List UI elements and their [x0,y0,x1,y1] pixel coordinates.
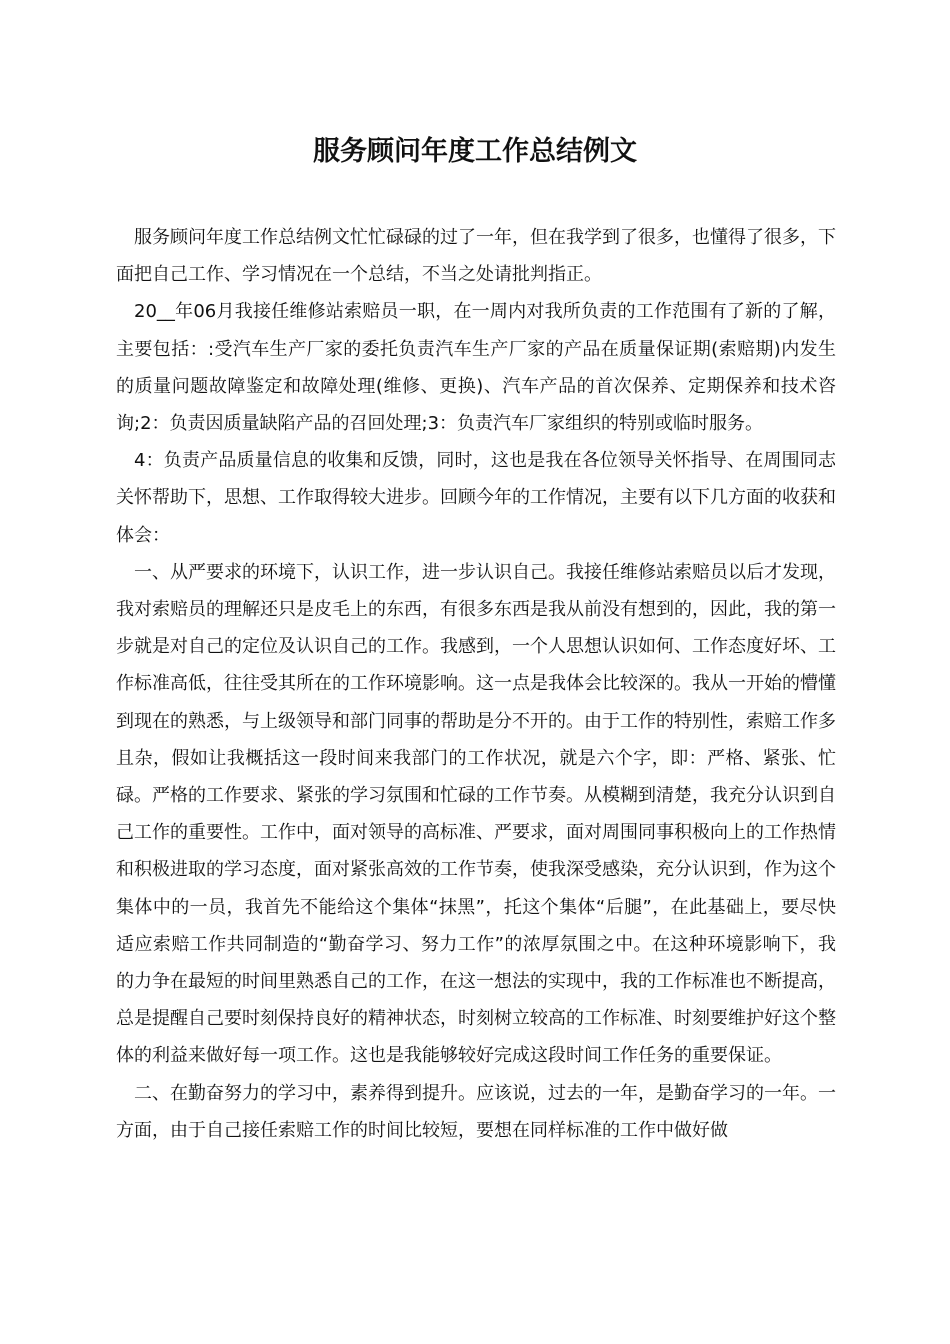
document-title: 服务顾问年度工作总结例文 [313,136,637,167]
paragraph-feedback: 4：负责产品质量信息的收集和反馈，同时，这也是我在各位领导关怀指导、在周围同志关怀帮助下，思想、工作取得较大进步。回顾今年的工作情况，主要有以下几方面的收获和体会： [116,450,836,546]
paragraph-section-two: 二、在勤奋努力的学习中，素养得到提升。应该说，过去的一年，是勤奋学习的一年。一方面，由于自己接任索赔工作的时间比较短，要想在同样标准的工作中做好做 [116,1082,836,1141]
paragraph-job-scope: 20__年06月我接任维修站索赔员一职，在一周内对我所负责的工作范围有了新的了解，主要包括：:受汽车生产厂家的委托负责汽车生产厂家的产品在质量保证期(索赔期)内发生的质量问题故障鉴定和故障处理(维修、更换)、汽车产品的首次保养、定期保养和技术咨询;2：负责因质量缺陷产品的召回处理;3：负责汽车厂家组织的特别或临时服务。 [116,301,836,435]
document-body [116,219,836,1149]
paragraph-section-one: 一、从严要求的环境下，认识工作，进一步认识自己。我接任维修站索赔员以后才发现，我对索赔员的理解还只是皮毛上的东西，有很多东西是我从前没有想到的，因此，我的第一步就是对自己的定位及认识自己的工作。我感到，一个人思想认识如何、工作态度好坏、工作标准高低，往往受其所在的工作环境影响。这一点是我体会比较深的。我从一开始的懵懂到现在的熟悉，与上级领导和部门同事的帮助是分不开的。由于工作的特别性，索赔工作多且杂，假如让我概括这一段时间来我部门的工作状况，就是六个字，即：严格、紧张、忙碌。严格的工作要求、紧张的学习氛围和忙碌的工作节奏。从模糊到清楚，我充分认识到自己工作的重要性。工作中，面对领导的高标准、严要求，面对周围同事积极向上的工作热情和积极进取的学习态度，面对紧张高效的工作节奏，使我深受感染，充分认识到，作为这个集体中的一员，我首先不能给这个集体“抹黑”，托这个集体“后腿”，在此基础上，要尽快适应索赔工作共同制造的“勤奋学习、努力工作”的浓厚氛围之中。在这种环境影响下，我的力争在最短的时间里熟悉自己的工作，在这一想法的实现中，我的工作标准也不断提高，总是提醒自己要时刻保持良好的精神状态，时刻树立较高的工作标准、时刻要维护好这个整体的利益来做好每一项工作。这也是我能够较好完成这段时间工作任务的重要保证。 [116,561,836,1067]
paragraph-intro: 服务顾问年度工作总结例文忙忙碌碌的过了一年，但在我学到了很多，也懂得了很多，下面把自己工作、学习情况在一个总结，不当之处请批判指正。 [116,227,836,286]
